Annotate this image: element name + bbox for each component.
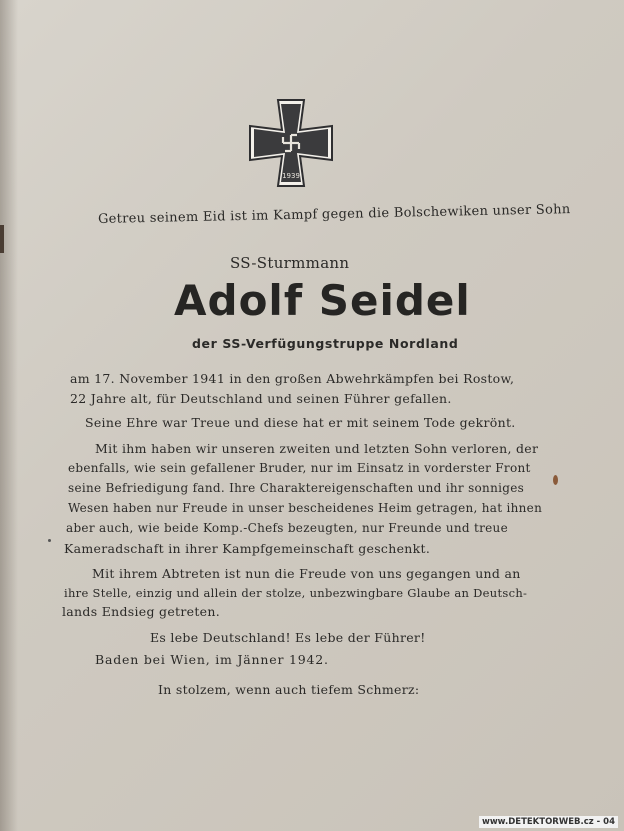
body-line: lands Endsieg getreten. bbox=[62, 604, 220, 619]
emblem-year: 1939 bbox=[282, 172, 300, 180]
body-line: aber auch, wie beide Komp.-Chefs bezeugten, nur Freunde und treue bbox=[66, 521, 508, 535]
iron-cross-1939-icon bbox=[248, 98, 334, 188]
body-line: 22 Jahre alt, für Deutschland und seinen Führer gefallen. bbox=[70, 391, 452, 406]
rank-line: SS-Sturmmann bbox=[230, 254, 350, 272]
body-line: Wesen haben nur Freude in unser bescheidenes Heim getragen, hat ihnen bbox=[68, 501, 543, 515]
intro-line: Getreu seinem Eid ist im Kampf gegen die Bolschewiken unser Sohn bbox=[97, 202, 571, 227]
body-line: Mit ihrem Abtreten ist nun die Freude von uns gegangen und an bbox=[92, 566, 521, 581]
body-line: Seine Ehre war Treue und diese hat er mit seinem Tode gekrönt. bbox=[85, 415, 516, 430]
place-date: Baden bei Wien, im Jänner 1942. bbox=[95, 652, 329, 667]
body-line: Mit ihm haben wir unseren zweiten und letzten Sohn verloren, der bbox=[95, 441, 539, 456]
body-line: ebenfalls, wie sein gefallener Bruder, nur im Einsatz in vorderster Front bbox=[68, 461, 531, 475]
ink-dot bbox=[48, 539, 51, 542]
page-edge-shadow bbox=[0, 0, 18, 831]
deceased-name: Adolf Seidel bbox=[174, 276, 471, 325]
closing-salute: Es lebe Deutschland! Es lebe der Führer! bbox=[150, 630, 426, 645]
unit-line: der SS-Verfügungstruppe Nordland bbox=[192, 336, 459, 351]
body-line: seine Befriedigung fand. Ihre Charaktereigenschaften und ihr sonniges bbox=[68, 481, 525, 495]
body-line: am 17. November 1941 in den großen Abwehrkämpfen bei Rostow, bbox=[70, 371, 515, 386]
binding-mark bbox=[0, 225, 4, 253]
paper-stain bbox=[553, 475, 558, 485]
body-line: Kameradschaft in ihrer Kampfgemeinschaft geschenkt. bbox=[64, 541, 431, 556]
signature-line: In stolzem, wenn auch tiefem Schmerz: bbox=[158, 682, 420, 697]
body-line: ihre Stelle, einzig und allein der stolze, unbezwingbare Glaube an Deutsch- bbox=[64, 586, 528, 600]
watermark: www.DETEKTORWEB.cz - 04 bbox=[479, 816, 618, 828]
